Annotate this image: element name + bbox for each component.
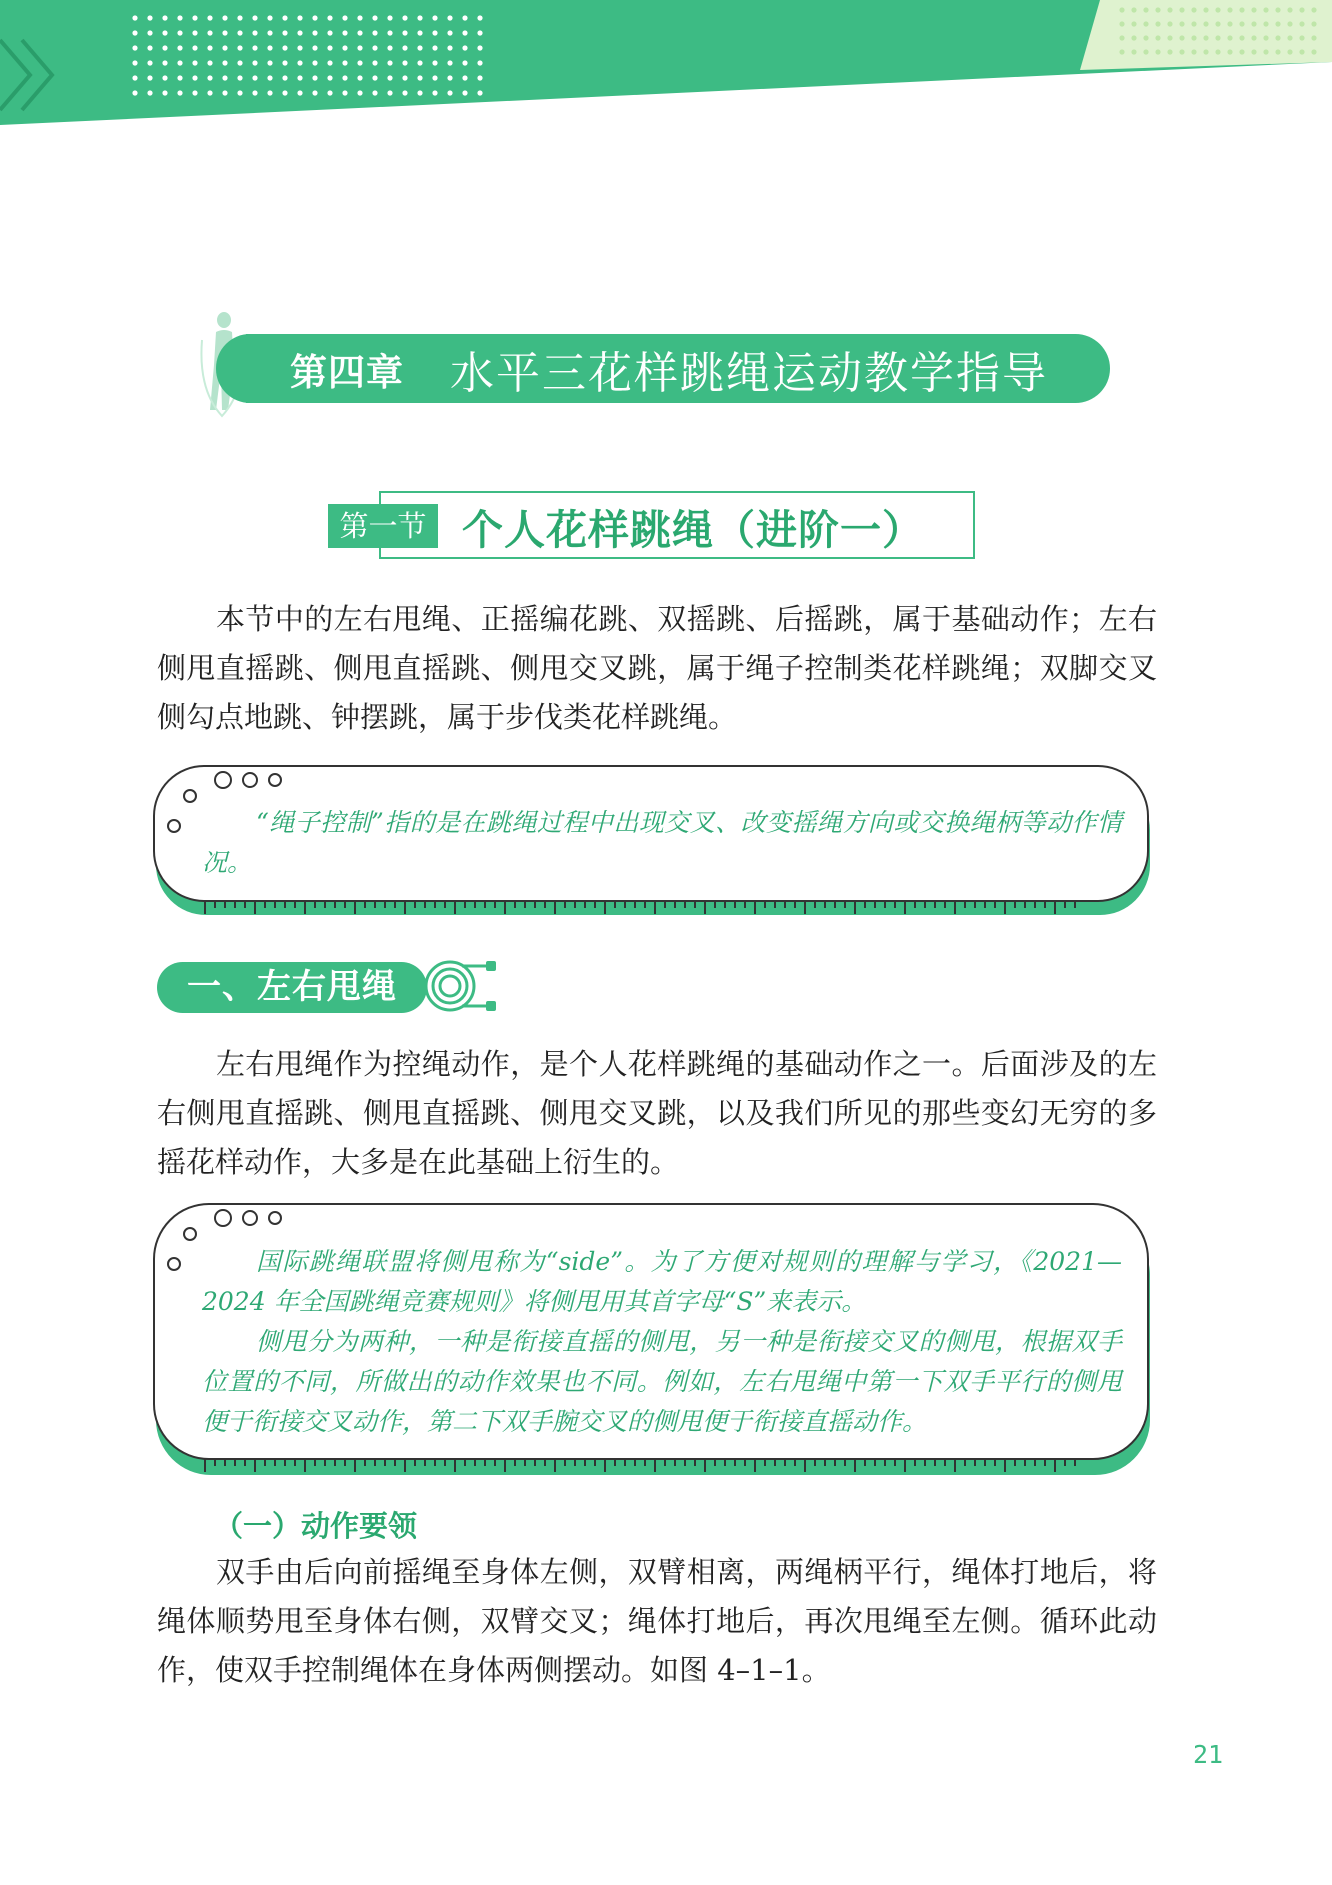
- note-1-paragraph: “绳子控制”指的是在跳绳过程中出现交叉、改变摇绳方向或交换绳柄等动作情况。: [202, 808, 1122, 877]
- chapter-banner: [246, 334, 1110, 403]
- intro-paragraph: 本节中的左右甩绳、正摇编花跳、双摇跳、后摇跳，属于基础动作；左右侧甩直摇跳、侧甩直摇跳、侧甩交叉跳，属于绳子控制类花样跳绳；双脚交叉侧勾点地跳、钟摆跳，属于步伐类花样跳绳。: [157, 602, 1157, 734]
- note-2-text: [202, 1242, 1122, 1442]
- note-2-paragraph-2: 侧甩分为两种，一种是衔接直摇的侧甩，另一种是衔接交叉的侧甩，根据双手位置的不同，所做出的动作效果也不同。例如，左右甩绳中第一下双手平行的侧甩便于衔接交叉动作，第二下双手腕交叉的侧甩便于衔接直摇动作。: [202, 1327, 1122, 1436]
- subsection-1-paragraph: 左右甩绳作为控绳动作，是个人花样跳绳的基础动作之一。后面涉及的左右侧甩直摇跳、侧甩直摇跳、侧甩交叉跳，以及我们所见的那些变幻无穷的多摇花样动作，大多是在此基础上衍生的。: [157, 1047, 1157, 1179]
- note-1-text: [202, 803, 1122, 883]
- chapter-title: 水平三花样跳绳运动教学指导: [450, 347, 1048, 399]
- note-2-paragraph-1: 国际跳绳联盟将侧甩称为“side”。为了方便对规则的理解与学习，《2021—2024 年全国跳绳竞赛规则》将侧甩用其首字母“S”来表示。: [202, 1247, 1122, 1316]
- section-title: 个人花样跳绳（进阶一）: [462, 506, 924, 554]
- page-number: 21: [1193, 1740, 1224, 1769]
- section-tag: 第一节: [328, 504, 438, 548]
- jump-rope-icon: [422, 956, 500, 1016]
- subsubsection-1-title: （一）动作要领: [214, 1509, 418, 1543]
- chapter-number: 第四章: [290, 350, 404, 394]
- subsection-1-title: 一、左右甩绳: [157, 962, 427, 1013]
- header-decoration: [0, 0, 1332, 140]
- subsubsection-1-paragraph: 双手由后向前摇绳至身体左侧，双臂相离，两绳柄平行，绳体打地后，将绳体顺势甩至身体右侧，双臂交叉；绳体打地后，再次甩绳至左侧。循环此动作，使双手控制绳体在身体两侧摆动。如图 4–1–1。: [157, 1555, 1157, 1687]
